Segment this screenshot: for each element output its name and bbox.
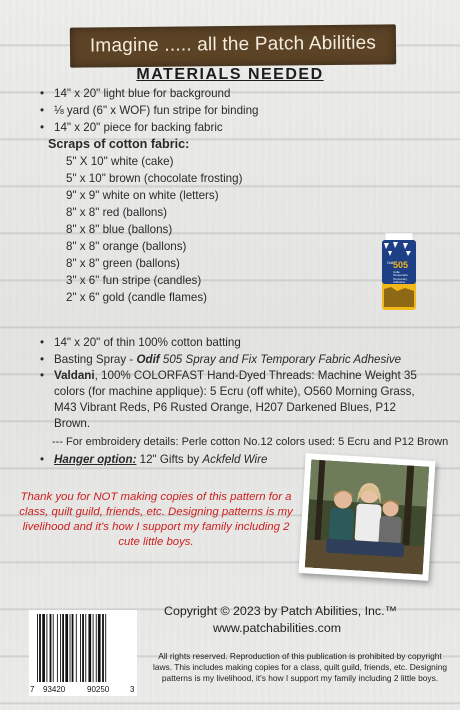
list-item: 2" x 6" gold (candle flames) bbox=[66, 291, 207, 304]
barcode-bar bbox=[37, 614, 38, 682]
bullet-icon: • bbox=[40, 453, 45, 466]
website-link[interactable]: www.patchabilities.com bbox=[213, 621, 342, 635]
barcode-bar bbox=[88, 614, 91, 682]
list-item: • Basting Spray - Odif 505 Spray and Fix Temporary Fabric Adhesive bbox=[40, 353, 402, 366]
can-label-line: Temporaire bbox=[393, 273, 409, 277]
bullet-icon: • bbox=[40, 353, 45, 366]
list-item: • Valdani, 100% COLORFAST Hand-Dyed Threads: Machine Weight 35 colors (for machine applique): 5 Ecru (off white), O560 Morning Grass, M43 Vibrant Reds, P6 Rusted Orange, H207 Darkened Blues, P12 Brown. bbox=[40, 369, 417, 430]
barcode-bar bbox=[53, 614, 54, 682]
barcode-bar bbox=[80, 614, 81, 682]
barcode-bar bbox=[70, 614, 71, 682]
barcode-bar bbox=[85, 614, 86, 682]
barcode-bar bbox=[62, 614, 64, 682]
list-item: 5" x 10" brown (chocolate frosting) bbox=[66, 172, 243, 185]
bullet-icon: • bbox=[40, 369, 45, 382]
barcode-graphic bbox=[29, 610, 137, 696]
can-brand: Odif bbox=[387, 260, 395, 265]
can-label-line: Colle bbox=[393, 270, 400, 274]
barcode-digit: 93420 bbox=[43, 685, 66, 694]
list-item: • 14" x 20" light blue for background bbox=[40, 87, 231, 100]
list-item: 8" x 8" green (ballons) bbox=[66, 257, 180, 270]
bullet-icon: • bbox=[40, 121, 45, 134]
family-photo bbox=[298, 453, 435, 581]
barcode-bar bbox=[96, 614, 97, 682]
barcode-bar bbox=[39, 614, 41, 682]
rights-notice: All rights reserved. Reproduction of this publication is prohibited by copyright laws. This includes making copies for a class, quilt guild, friends, etc. Designing patterns is my livelihood, it's how I support my family including 2 little boys. bbox=[152, 651, 448, 683]
thank-you-note: Thank you for NOT making copies of this pattern for a class, quilt guild, friends, etc. Designing patterns is my livelihood and it's how I support my family including 2 cute little boys. bbox=[19, 491, 293, 548]
list-item: • 14" x 20" of thin 100% cotton batting bbox=[40, 336, 241, 349]
list-item: 5" X 10" white (cake) bbox=[66, 155, 174, 168]
barcode-bar bbox=[98, 614, 101, 682]
barcode-bar bbox=[46, 614, 47, 682]
can-label-line: Temporary bbox=[393, 277, 408, 281]
list-item: • Hanger option: 12" Gifts by Ackfeld Wire bbox=[40, 453, 268, 466]
barcode-bar bbox=[72, 614, 74, 682]
barcode-bar bbox=[93, 614, 94, 682]
barcode bbox=[29, 610, 137, 696]
barcode-digit: 3 bbox=[130, 685, 135, 694]
copyright-line: Copyright © 2023 by Patch Abilities, Inc.™ bbox=[164, 604, 397, 618]
barcode-digit: 7 bbox=[30, 685, 35, 694]
list-item: 8" x 8" red (ballons) bbox=[66, 206, 168, 219]
list-item: 9" x 9" white on white (letters) bbox=[66, 189, 219, 202]
bullet-icon: • bbox=[40, 336, 45, 349]
bullet-icon: • bbox=[40, 104, 45, 117]
list-item: 8" x 8" orange (ballons) bbox=[66, 240, 187, 253]
materials-heading: MATERIALS NEEDED bbox=[136, 66, 324, 83]
can-label-line: Adhesive bbox=[393, 280, 406, 284]
list-item: 8" x 8" blue (ballons) bbox=[66, 223, 173, 236]
banner-text: Imagine ..... all the Patch Abilities bbox=[89, 32, 377, 57]
can-number: 505 bbox=[393, 260, 409, 270]
barcode-bar bbox=[42, 614, 45, 682]
list-item: 3" x 6" fun stripe (candles) bbox=[66, 274, 202, 287]
scraps-heading: Scraps of cotton fabric: bbox=[48, 137, 190, 151]
barcode-bar bbox=[102, 614, 104, 682]
barcode-digit: 90250 bbox=[87, 685, 110, 694]
bullet-icon: • bbox=[40, 87, 45, 100]
title-banner bbox=[70, 24, 396, 67]
barcode-bar bbox=[65, 614, 68, 682]
barcode-bar bbox=[76, 614, 77, 682]
spray-can-image bbox=[379, 231, 419, 313]
barcode-bar bbox=[57, 614, 58, 682]
list-item: • ⅛ yard (6" x WOF) fun stripe for binding bbox=[40, 104, 259, 117]
photo-image bbox=[305, 459, 429, 574]
barcode-bar bbox=[60, 614, 61, 682]
barcode-bar bbox=[50, 614, 52, 682]
embroidery-note: --- For embroidery details: Perle cotton No.12 colors used: 5 Ecru and P12 Brown bbox=[52, 436, 449, 448]
list-item: • 14" x 20" piece for backing fabric bbox=[40, 121, 223, 134]
barcode-bar bbox=[105, 614, 106, 682]
barcode-bar bbox=[82, 614, 84, 682]
